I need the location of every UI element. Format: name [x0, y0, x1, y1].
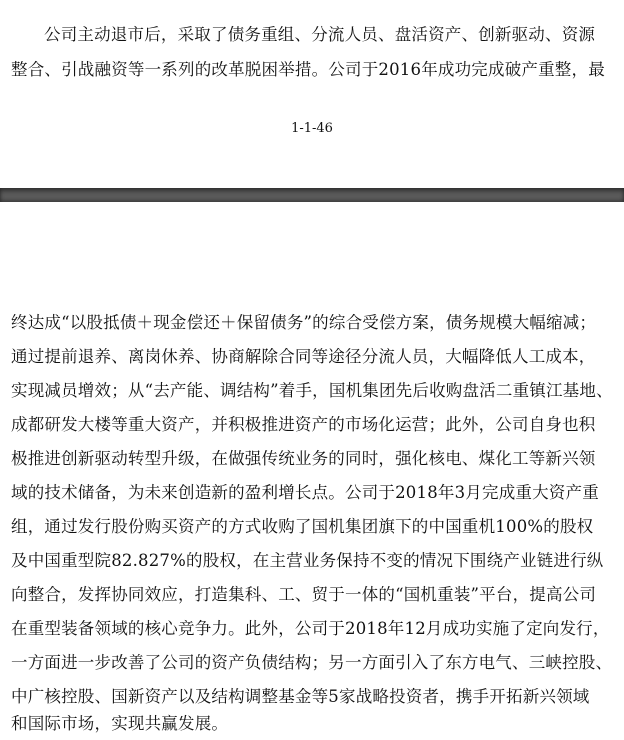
paragraph-line: 在重型装备领域的核心竞争力。此外，公司于2018年12月成功实施了定向发行， — [11, 619, 610, 638]
document-page-top — [0, 0, 624, 188]
paragraph-line: 公司主动退市后，采取了债务重组、分流人员、盘活资产、创新驱动、资源 — [44, 25, 596, 44]
paragraph-line: 成都研发大楼等重大资产，并积极推进资产的市场化运营；此外，公司自身也积 — [11, 415, 596, 434]
paragraph-line: 组，通过发行股份购买资产的方式收购了国机集团旗下的中国重机100%的股权 — [11, 517, 594, 536]
page-separator — [0, 188, 624, 202]
paragraph-line: 通过提前退养、离岗休养、协商解除合同等途径分流人员，大幅降低人工成本， — [11, 347, 596, 366]
paragraph-line: 整合、引战融资等一系列的改革脱困举措。公司于2016年成功完成破产重整，最 — [11, 60, 605, 79]
paragraph-line: 极推进创新驱动转型升级，在做强传统业务的同时，强化核电、煤化工等新兴领 — [11, 449, 596, 468]
paragraph-line: 向整合，发挥协同效应，打造集科、工、贸于一体的“国机重装”平台，提高公司 — [11, 585, 597, 604]
paragraph-line: 实现减员增效；从“去产能、调结构”着手，国机集团先后收购盘活二重镇江基地、 — [11, 381, 613, 400]
paragraph-line: 一方面进一步改善了公司的资产负债结构；另一方面引入了东方电气、三峡控股、 — [11, 653, 613, 672]
document-page-bottom — [0, 202, 624, 740]
paragraph-line: 及中国重型院82.827%的股权，在主营业务保持不变的情况下围绕产业链进行纵 — [11, 551, 604, 570]
paragraph-line: 终达成“以股抵债＋现金偿还＋保留债务”的综合受偿方案，债务规模大幅缩减； — [11, 313, 597, 332]
paragraph-line: 域的技术储备，为未来创造新的盈利增长点。公司于2018年3月完成重大资产重 — [11, 483, 599, 502]
paragraph-line: 中广核控股、国新资产以及结构调整基金等5家战略投资者，携手开拓新兴领域 — [11, 687, 590, 706]
paragraph-line: 和国际市场，实现共赢发展。 — [11, 714, 229, 733]
page-number: 1-1-46 — [291, 121, 333, 136]
